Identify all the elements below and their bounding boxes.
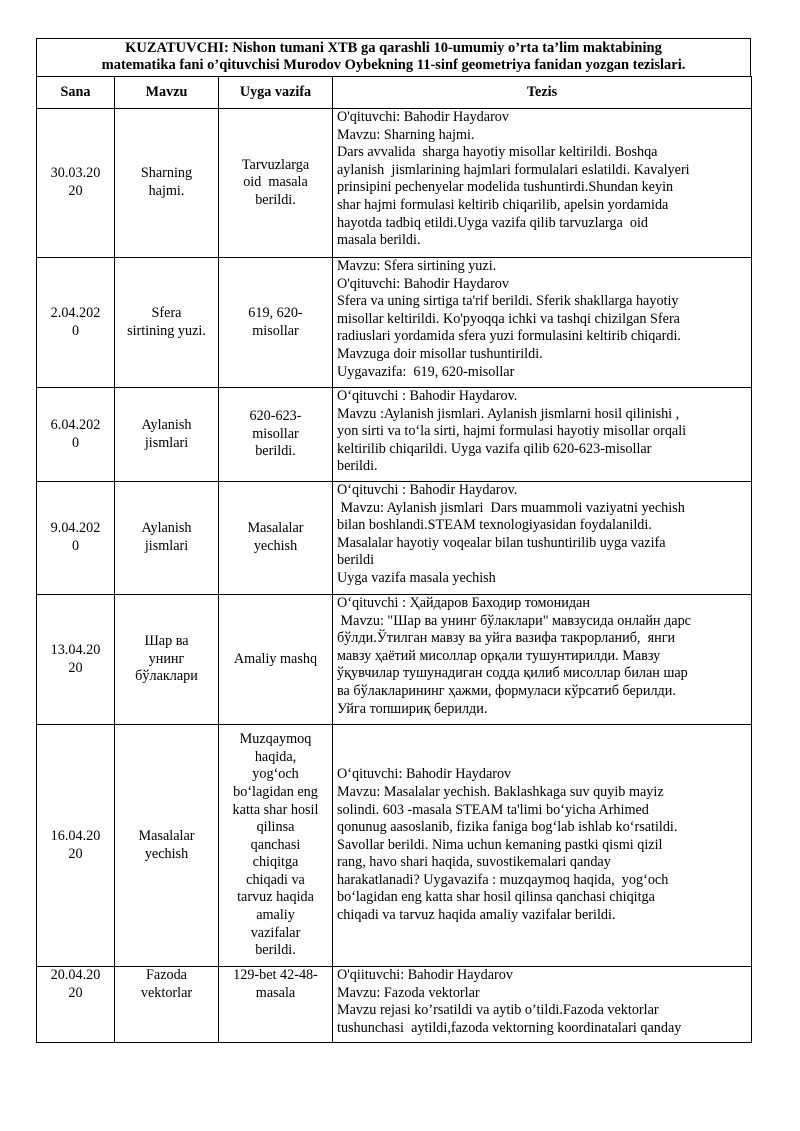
homework-line: 129-bet 42-48- — [233, 967, 318, 983]
topic-line: jismlari — [144, 538, 189, 554]
homework-line: misollar — [252, 425, 299, 442]
table-row — [37, 388, 752, 482]
date-line: 20.04.20 — [50, 967, 101, 983]
table-row — [37, 109, 752, 258]
date-line: 20 — [68, 183, 83, 199]
homework-cell — [219, 967, 333, 1043]
thesis-cell — [333, 725, 752, 967]
date-line: 30.03.20 — [50, 165, 101, 182]
homework-cell — [219, 258, 333, 388]
date-line: 20 — [68, 984, 83, 1001]
topic-line: Sharning — [140, 165, 193, 182]
date-cell — [37, 388, 115, 482]
homework-cell — [219, 595, 333, 725]
thesis-line: shar hajmi formulasi keltirib chiqarilib, apelsin yordamida — [337, 196, 669, 213]
date-line: 20 — [68, 845, 83, 862]
date-cell — [37, 109, 115, 258]
date-line: 2.04.202 — [50, 304, 101, 321]
table-row — [37, 967, 752, 1043]
date-line: 0 — [71, 434, 80, 451]
homework-line: berildi. — [255, 191, 296, 208]
thesis-line: Mavzu :Aylanish jismlari. Aylanish jismlarni hosil qilinishi , — [337, 405, 680, 422]
topic-cell — [115, 482, 219, 595]
thesis-line: keltirilib chiqarildi. Uyga vazifa qilib 620-623-misollar — [337, 440, 652, 457]
topic-cell — [115, 967, 219, 1043]
homework-line: chiqadi va — [246, 871, 305, 888]
thesis-line: prinsipini pechenyelar modelida tushuntirdi.Shundan keyin — [337, 179, 674, 196]
thesis-line: Mavzu: Aylanish jismlari Dars muammoli vaziyatni yechish — [337, 499, 685, 516]
thesis-line: yon sirti va to‘la sirti, hajmi formulasi hayotiy misollar orqali — [337, 423, 687, 440]
thesis-line: aylanish jismlarining hajmlari formulalari eslatildi. Kavalyeri — [337, 161, 690, 178]
homework-line: Masalalar — [247, 520, 304, 537]
header-line-2: matematika fani o’qituvchisi Murodov Oybekning 11-sinf geometriya fanidan yozgan tezislari. — [101, 57, 686, 73]
date-line: 0 — [71, 322, 80, 339]
homework-line: misollar — [252, 322, 299, 339]
topic-cell — [115, 725, 219, 967]
topic-cell — [115, 595, 219, 725]
thesis-line: berildi. — [337, 458, 378, 475]
topic-line: vektorlar — [140, 984, 193, 1001]
topic-cell — [115, 258, 219, 388]
thesis-line: O‘qituvchi : Bahodir Haydarov. — [337, 482, 518, 498]
topic-line: Aylanish — [141, 416, 192, 433]
column-header-thesis: Tezis — [333, 77, 752, 109]
homework-line: qilinsa — [256, 819, 295, 836]
table-row — [37, 595, 752, 725]
homework-line: 619, 620- — [248, 304, 303, 321]
date-line: 16.04.20 — [50, 827, 101, 844]
date-line: 13.04.20 — [50, 641, 101, 658]
homework-line: berildi. — [255, 443, 296, 460]
thesis-line: chiqadi va tarvuz haqida amaliy vazifalar berildi. — [337, 907, 616, 924]
thesis-line: Uygavazifa: 619, 620-misollar — [337, 363, 515, 380]
topic-cell — [115, 109, 219, 258]
table-row — [37, 482, 752, 595]
topic-line: jismlari — [144, 434, 189, 451]
homework-line: Amaliy mashq — [233, 650, 318, 667]
homework-line: vazifalar — [250, 924, 301, 941]
thesis-cell — [333, 482, 752, 595]
topic-line: бўлаклари — [135, 668, 198, 685]
thesis-line: ўқувчилар тушунадиган содда қилиб мисоллар билан шар — [337, 665, 688, 682]
topic-line: Masalalar — [138, 827, 195, 844]
table-row — [37, 725, 752, 967]
date-cell — [37, 595, 115, 725]
thesis-line: Savollar berildi. Nima uchun kemaning pastki qismi qizil — [337, 836, 663, 853]
thesis-line: bo‘lagidan eng katta shar hosil qilinsa qanchasi chiqitga — [337, 889, 655, 906]
table-body — [37, 109, 752, 1043]
topic-line: hajmi. — [148, 183, 185, 199]
homework-line: amaliy — [256, 907, 295, 924]
date-cell — [37, 258, 115, 388]
thesis-cell — [333, 258, 752, 388]
document-header — [36, 38, 751, 76]
homework-cell — [219, 109, 333, 258]
thesis-line: rang, havo shari haqida, suvostikemalari qanday — [337, 854, 611, 871]
thesis-line: O‘qituvchi : Ҳайдаров Баходир томонидан — [337, 595, 590, 611]
thesis-line: hayotda tadbiq etildi.Uyga vazifa qilib tarvuzlarga oid — [337, 214, 648, 231]
homework-cell — [219, 482, 333, 595]
thesis-line: bilan boshlandi.STEAM texnologiyasidan foydalanildi. — [337, 517, 652, 534]
date-cell — [37, 725, 115, 967]
column-header-homework: Uyga vazifa — [219, 77, 333, 109]
date-line: 20 — [68, 659, 83, 676]
thesis-line: Mavzuga doir misollar tushuntirildi. — [337, 345, 543, 362]
thesis-line: O‘qituvchi : Bahodir Haydarov. — [337, 388, 518, 404]
homework-line: qanchasi — [250, 836, 301, 853]
homework-line: yechish — [253, 538, 298, 554]
homework-line: berildi. — [255, 942, 296, 959]
column-header-date: Sana — [37, 77, 115, 109]
homework-line: tarvuz haqida — [237, 889, 314, 906]
thesis-line: tushunchasi aytildi,fazoda vektorning koordinatalari qanday — [337, 1019, 682, 1036]
thesis-line: masala berildi. — [337, 232, 421, 249]
date-line: 0 — [71, 538, 80, 554]
date-cell — [37, 967, 115, 1043]
topic-line: Aylanish — [141, 520, 192, 537]
table-header-row — [37, 77, 752, 109]
thesis-line: Mavzu: Fazoda vektorlar — [337, 984, 480, 1001]
thesis-line: Уйга топшириқ берилди. — [337, 700, 488, 717]
thesis-line: Mavzu: Sfera sirtining yuzi. — [337, 258, 497, 274]
thesis-line: Masalalar hayotiy voqealar bilan tushuntirilib uyga vazifa — [337, 534, 666, 551]
homework-cell — [219, 725, 333, 967]
thesis-line: solindi. 603 -masala STEAM ta'limi bo‘yicha Arhimed — [337, 801, 649, 818]
column-header-topic: Mavzu — [115, 77, 219, 109]
topic-line: yechish — [144, 845, 189, 862]
thesis-line: O'qituvchi: Bahodir Haydarov — [337, 109, 509, 125]
topic-line: Шар ва — [144, 633, 189, 650]
thesis-line: O‘qituvchi: Bahodir Haydarov — [337, 766, 512, 783]
thesis-line: Mavzu: "Шар ва унинг бўлаклари" мавзусида онлайн дарс — [337, 612, 691, 629]
table-row — [37, 258, 752, 388]
homework-line: masala — [255, 984, 296, 1001]
thesis-table — [36, 76, 752, 1043]
thesis-line: misollar keltirildi. Ko'pyoqqa ichki va tashqi chizilgan Sfera — [337, 310, 680, 327]
thesis-line: бўлди.Ўтилган мавзу ва уйга вазифа такрорланиб, янги — [337, 630, 676, 647]
header-line-1: KUZATUVCHI: Nishon tumani XTB ga qarashli 10-umumiy o’rta ta’lim maktabining — [125, 40, 662, 56]
topic-line: Sfera — [151, 304, 182, 321]
date-line: 9.04.202 — [50, 520, 101, 537]
thesis-line: O'qituvchi: Bahodir Haydarov — [337, 275, 509, 292]
homework-line: 620-623- — [249, 408, 302, 425]
date-line: 6.04.202 — [50, 416, 101, 433]
thesis-line: Dars avvalida sharga hayotiy misollar keltirildi. Boshqa — [337, 144, 658, 161]
date-cell — [37, 482, 115, 595]
thesis-cell — [333, 109, 752, 258]
topic-line: sirtining yuzi. — [127, 322, 206, 339]
homework-line: oid masala — [243, 174, 308, 191]
thesis-line: O'qiituvchi: Bahodir Haydarov — [337, 967, 513, 983]
thesis-line: Mavzu rejasi ko’rsatildi va aytib o’tildi.Fazoda vektorlar — [337, 1002, 659, 1019]
thesis-cell — [333, 967, 752, 1043]
topic-line: Fazoda — [146, 967, 187, 983]
document-sheet — [36, 38, 751, 1043]
thesis-line: ва бўлакларининг ҳажми, формуласи кўрсатиб берилди. — [337, 682, 676, 699]
thesis-line: Mavzu: Masalalar yechish. Baklashkaga suv quyib mayiz — [337, 783, 664, 800]
topic-line: унинг — [148, 650, 185, 667]
topic-cell — [115, 388, 219, 482]
homework-line: chiqitga — [252, 854, 299, 871]
thesis-line: harakatlanadi? Uygavazifa : muzqaymoq haqida, yog‘och — [337, 871, 669, 888]
thesis-cell — [333, 595, 752, 725]
thesis-line: Sfera va uning sirtiga ta'rif berildi. Sferik shakllarga hayotiy — [337, 293, 679, 310]
thesis-line: мавзу ҳаётий мисоллар орқали тушунтирилди. Мавзу — [337, 647, 661, 664]
thesis-line: radiuslari yordamida sfera yuzi formulasini keltirib chiqardi. — [337, 328, 681, 345]
homework-line: bo‘lagidan eng — [233, 783, 318, 800]
thesis-cell — [333, 388, 752, 482]
homework-line: haqida, — [254, 748, 297, 765]
homework-line: katta shar hosil — [232, 801, 319, 818]
homework-line: Muzqaymoq — [239, 731, 312, 748]
homework-line: Tarvuzlarga — [241, 156, 310, 173]
thesis-line: berildi — [337, 552, 375, 569]
homework-cell — [219, 388, 333, 482]
thesis-line: Uyga vazifa masala yechish — [337, 569, 496, 586]
homework-line: yog‘och — [252, 766, 299, 783]
thesis-line: Mavzu: Sharning hajmi. — [337, 126, 475, 143]
thesis-line: qonunug aasoslanib, fizika faniga bog‘lab ishlab ko‘rsatildi. — [337, 819, 678, 836]
